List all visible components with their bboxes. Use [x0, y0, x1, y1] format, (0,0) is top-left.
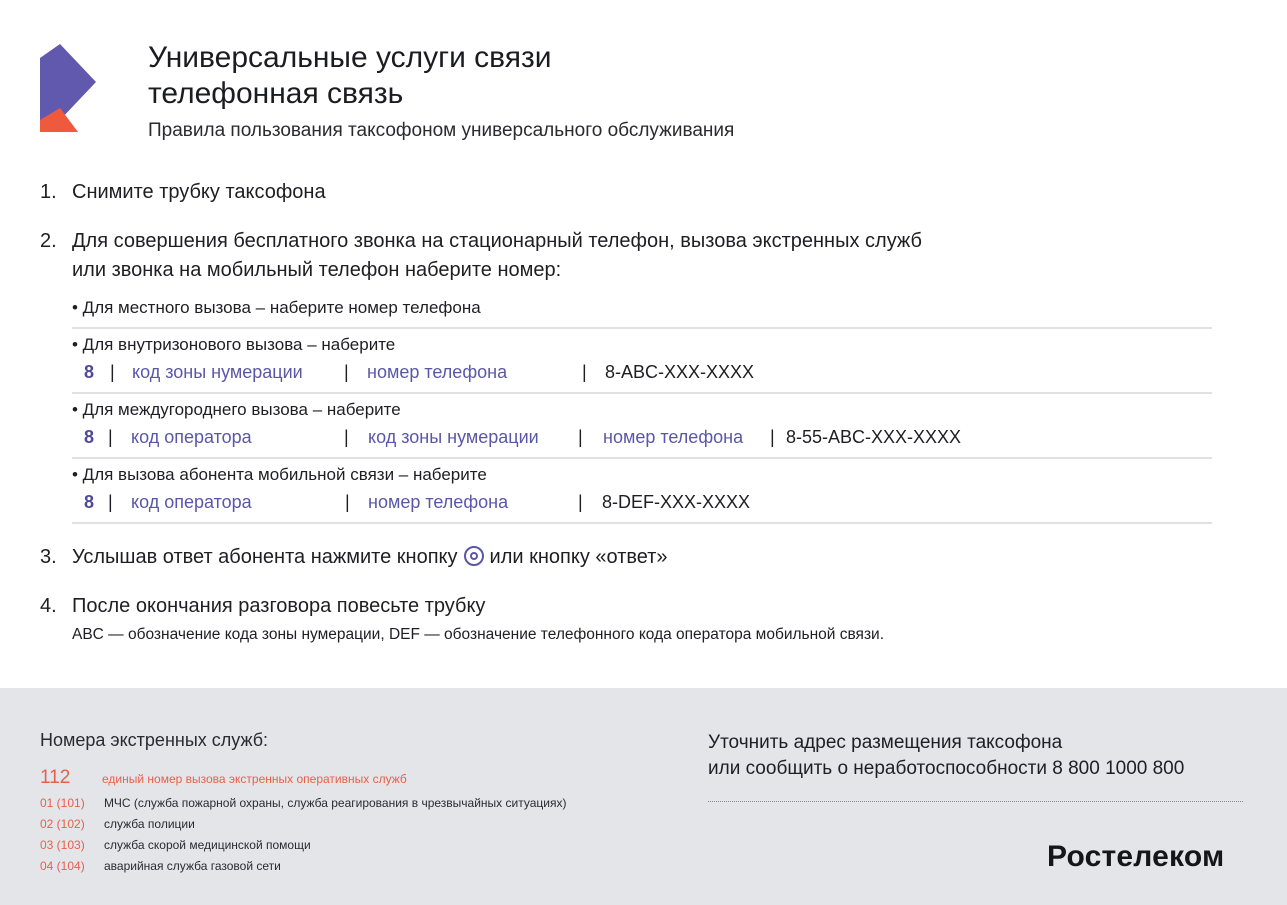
operator-code-label: код оператора	[131, 427, 252, 447]
emergency-code: 112	[40, 767, 71, 788]
emergency-item	[40, 817, 195, 831]
step-1	[40, 178, 326, 207]
zone-code-label: код зоны нумерации	[132, 362, 303, 382]
footer-panel	[0, 688, 1287, 905]
step-text: Услышав ответ абонента нажмите кнопку	[72, 546, 458, 568]
separator: |	[582, 362, 587, 382]
step-number: 3.	[40, 546, 57, 568]
dial-row-title: • Для вызова абонента мобильной связи – наберите	[72, 465, 487, 484]
step-number: 1.	[40, 181, 57, 203]
contact-line-2: или сообщить о неработоспособности 8 800 1000 800	[708, 758, 1185, 779]
step-text: Снимите трубку таксофона	[72, 181, 326, 203]
trunk-prefix: 8	[84, 362, 95, 382]
dial-format: 8-55-ABC-XXX-XXXX	[786, 427, 962, 447]
dial-row-intrazone	[72, 329, 1212, 394]
dial-format-line	[72, 488, 1212, 516]
separator: |	[344, 427, 349, 447]
dial-row-title: • Для внутризонового вызова – наберите	[72, 335, 396, 354]
dial-rules	[72, 292, 1212, 524]
emergency-item	[40, 838, 311, 852]
dial-row-mobile	[72, 459, 1212, 524]
separator: |	[578, 427, 583, 447]
separator: |	[110, 362, 115, 382]
abbreviation-note: ABC — обозначение кода зоны нумерации, DEF — обозначение телефонного кода оператора мобильной связи.	[72, 626, 885, 643]
dial-format-line	[72, 358, 1212, 386]
separator: |	[108, 427, 113, 447]
zone-code-label: код зоны нумерации	[368, 427, 539, 447]
emergency-description: МЧС (служба пожарной охраны, служба реагирования в чрезвычайных ситуациях)	[104, 796, 567, 810]
step-text-continued: или звонка на мобильный телефон наберите номер:	[72, 259, 562, 281]
page-title	[148, 40, 552, 112]
answer-button-icon	[464, 546, 484, 566]
separator: |	[578, 492, 583, 512]
operator-code-label: код оператора	[131, 492, 252, 512]
step-text: После окончания разговора повесьте трубку	[72, 595, 486, 617]
separator: |	[770, 427, 775, 447]
phone-number-label: номер телефона	[367, 362, 508, 382]
step-text: Для совершения бесплатного звонка на стационарный телефон, вызова экстренных служб	[72, 230, 922, 252]
step-2	[40, 227, 922, 285]
emergency-item	[40, 859, 281, 873]
emergency-description: служба скорой медицинской помощи	[104, 838, 311, 852]
emergency-main-number	[40, 767, 407, 789]
contact-line-1: Уточнить адрес размещения таксофона	[708, 732, 1063, 753]
emergency-code: 02 (102)	[40, 817, 85, 831]
page-title-line-1: Универсальные услуги связи	[148, 41, 552, 74]
step-3	[40, 543, 668, 572]
dial-format: 8-ABC-XXX-XXXX	[605, 362, 755, 382]
brand-wordmark: Ростелеком	[1047, 840, 1225, 873]
phone-number-label: номер телефона	[603, 427, 744, 447]
dial-row-local	[72, 292, 1212, 329]
emergency-code: 04 (104)	[40, 859, 85, 873]
step-4	[40, 592, 485, 621]
emergency-code: 03 (103)	[40, 838, 85, 852]
step-number: 4.	[40, 595, 57, 617]
separator: |	[108, 492, 113, 512]
contact-info	[708, 730, 1184, 782]
dial-format: 8-DEF-XXX-XXXX	[602, 492, 751, 512]
emergency-description: аварийная служба газовой сети	[104, 859, 281, 873]
emergency-item	[40, 796, 566, 810]
page-title-line-2: телефонная связь	[148, 77, 404, 110]
dial-row-longdistance	[72, 394, 1212, 459]
separator: |	[345, 492, 350, 512]
dotted-divider	[708, 801, 1243, 802]
emergency-title: Номера экстренных служб:	[40, 730, 269, 750]
emergency-code: 01 (101)	[40, 796, 85, 810]
dial-row-title: • Для междугороднего вызова – наберите	[72, 400, 401, 419]
phone-number-label: номер телефона	[368, 492, 509, 512]
trunk-prefix: 8	[84, 492, 95, 512]
separator: |	[344, 362, 349, 382]
dial-row-title: • Для местного вызова – наберите номер телефона	[72, 298, 481, 317]
step-text-after: или кнопку «ответ»	[489, 546, 668, 568]
emergency-description: служба полиции	[104, 817, 195, 831]
step-number: 2.	[40, 230, 57, 252]
rostelecom-logo-icon	[40, 44, 96, 132]
page-subtitle: Правила пользования таксофоном универсального обслуживания	[148, 120, 735, 141]
emergency-description: единый номер вызова экстренных оперативных служб	[102, 772, 407, 786]
trunk-prefix: 8	[84, 427, 95, 447]
dial-format-line	[72, 423, 1212, 451]
